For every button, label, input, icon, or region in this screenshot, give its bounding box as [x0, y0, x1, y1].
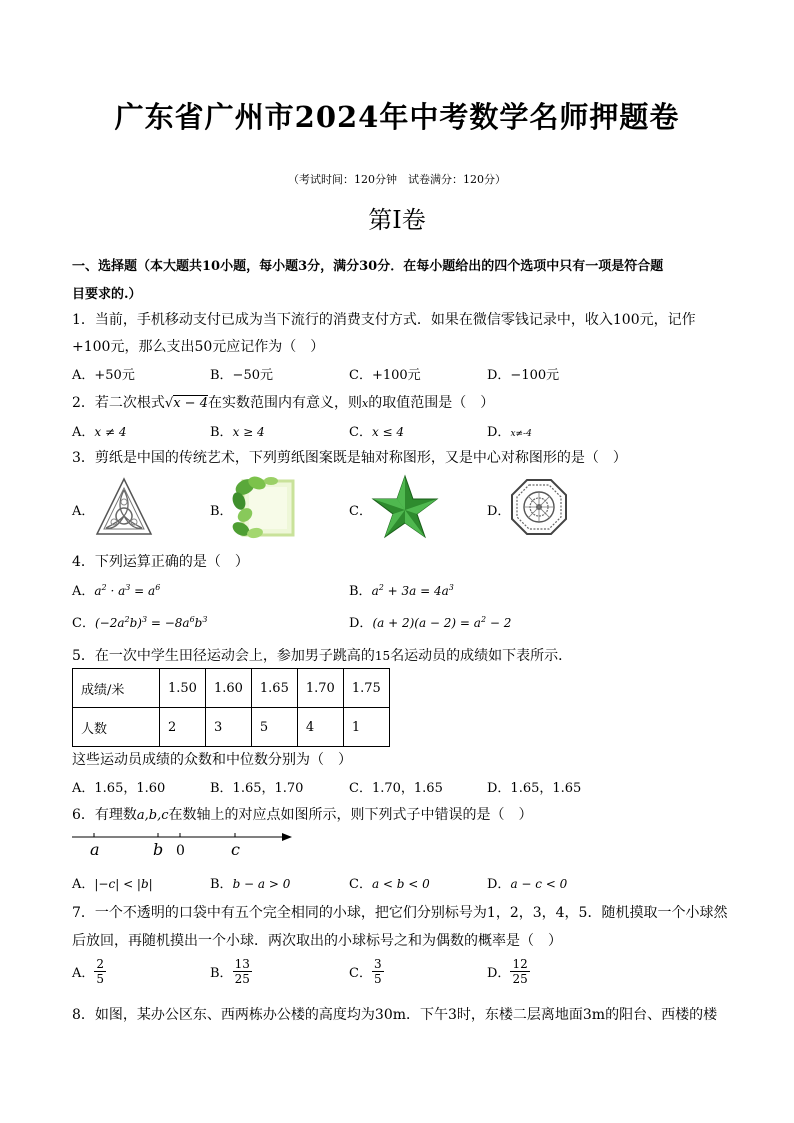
q3-option-d-label: D． [487, 504, 511, 519]
octagon-papercut-image [510, 478, 568, 536]
label-zero: 0 [176, 843, 185, 859]
q3-option-c-label: C． [349, 504, 372, 519]
q2-option-d: D．x≠-4 [487, 425, 532, 440]
q7-option-d: D． $\frac{12}{25}$ [487, 957, 528, 986]
q5-option-c: C．1.70，1.65 [349, 781, 443, 796]
q6-option-c: C．a < b < 0 [349, 877, 430, 892]
table-cell: 4 [297, 708, 343, 747]
q7-stem-line2: 后放回，再随机摸出一个小球．两次取出的小球标号之和为偶数的概率是（ ） [72, 933, 562, 949]
table-cell: 1.70 [297, 669, 343, 708]
q7-option-a: A． $\frac{2}{5}$ [72, 957, 105, 986]
q3-option-b-label: B． [210, 504, 233, 519]
table-cell: 3 [205, 708, 251, 747]
q6-option-b: B．b − a > 0 [210, 877, 291, 892]
q5-stem: 5．在一次中学生田径运动会上，参加男子跳高的15名运动员的成绩如下表所示． [72, 648, 573, 664]
number-line-figure [70, 828, 295, 860]
table-cell: 1.75 [343, 669, 389, 708]
table-row [73, 708, 390, 747]
section-heading-line2: 目要求的.） [72, 287, 142, 302]
q2-stem-post: 的取值范围是（ ） [368, 395, 495, 411]
q3-option-a-label: A． [72, 504, 95, 519]
exam-info: （考试时间：120分钟 试卷满分：120分） [288, 173, 506, 186]
label-c: c [231, 840, 240, 859]
q2-radical: √x − 4 [164, 396, 208, 411]
green-star-image [371, 474, 439, 540]
q6-vars: a,b,c [136, 808, 169, 823]
q8-stem-line1: 8．如图，某办公区东、西两栋办公楼的高度均为30m．下午3时，东楼二层离地面3m的阳台、西楼的楼 [72, 1007, 718, 1023]
q1-option-c: C．+100元 [349, 368, 421, 383]
q2-option-c: C．x ≤ 4 [349, 425, 405, 440]
table-cell: 1.50 [160, 669, 206, 708]
q2-option-a: A．x ≠ 4 [72, 425, 127, 440]
q4-option-b: B．$a^2 + 3a = 4a^3$ [349, 583, 454, 599]
q4-option-a: A．$a^2 \cdot a^3 = a^6$ [72, 583, 161, 599]
volume-heading: 第Ⅰ卷 [368, 206, 426, 234]
q2-stem-mid: 在实数范围内有意义，则 [207, 395, 362, 411]
q5-option-a: A．1.65，1.60 [72, 781, 166, 796]
q6-option-d: D．a − c < 0 [487, 877, 568, 892]
papercut-triangle-image [94, 476, 154, 538]
q7-option-b: B． $\frac{13}{25}$ [210, 957, 250, 986]
leaf-frame-image [231, 475, 299, 539]
label-a: a [90, 840, 100, 859]
section-heading-line1: 一、选择题（本大题共10小题，每小题3分，满分30分．在每小题给出的四个选项中只有一项是符合题 [72, 259, 664, 274]
q5-option-d: D．1.65，1.65 [487, 781, 582, 796]
q2-option-b: B．x ≥ 4 [210, 425, 265, 440]
q4-stem: 4．下列运算正确的是（ ） [72, 554, 249, 570]
q1-option-b: B．−50元 [210, 368, 273, 383]
q6-stem: 6．有理数a,b,c在数轴上的对应点如图所示，则下列式子中错误的是（ ） [72, 807, 533, 823]
q2-radicand: x − 4 [173, 396, 208, 411]
q6-option-a: A．|−c| < |b| [72, 877, 153, 892]
q2-stem-pre: 2．若二次根式 [72, 395, 165, 411]
table-cell: 2 [160, 708, 206, 747]
q7-stem-line1: 7．一个不透明的口袋中有五个完全相同的小球，把它们分别标号为1，2，3，4，5．随机摸取一个小球然 [72, 905, 728, 921]
q1-option-d: D．−100元 [487, 368, 560, 383]
q5-question: 这些运动员成绩的众数和中位数分别为（ ） [72, 752, 352, 768]
table-cell: 1.60 [205, 669, 251, 708]
q4-option-d: D．$(a + 2)(a - 2) = a^2 - 2$ [349, 615, 512, 631]
table-cell: 成绩/米 [73, 669, 160, 708]
q5-results-table [72, 668, 390, 747]
label-b: b [153, 840, 164, 859]
q4-option-c: C．$(-2a^2b)^3 = -8a^6b^3$ [72, 615, 208, 631]
page-title: 广东省广州市2024年中考数学名师押题卷 [114, 100, 680, 134]
table-row [73, 669, 390, 708]
table-cell: 人数 [73, 708, 160, 747]
q3-stem: 3．剪纸是中国的传统艺术，下列剪纸图案既是轴对称图形，又是中心对称图形的是（ ） [72, 450, 627, 466]
table-cell: 1.65 [251, 669, 297, 708]
q1-option-a: A．+50元 [72, 368, 135, 383]
q2-stem [72, 392, 494, 412]
table-cell: 5 [251, 708, 297, 747]
q2-var: x [361, 397, 369, 410]
arrow-right-icon [282, 833, 292, 841]
q1-stem-line1: 1．当前，手机移动支付已成为当下流行的消费支付方式．如果在微信零钱记录中，收入100元，记作 [72, 312, 696, 328]
q5-option-b: B．1.65，1.70 [210, 781, 304, 796]
q5-count: 15 [374, 649, 391, 663]
q7-option-c: C． $\frac{3}{5}$ [349, 957, 382, 986]
q1-stem-line2: +100元，那么支出50元应记作为（ ） [72, 339, 325, 355]
table-cell: 1 [343, 708, 389, 747]
